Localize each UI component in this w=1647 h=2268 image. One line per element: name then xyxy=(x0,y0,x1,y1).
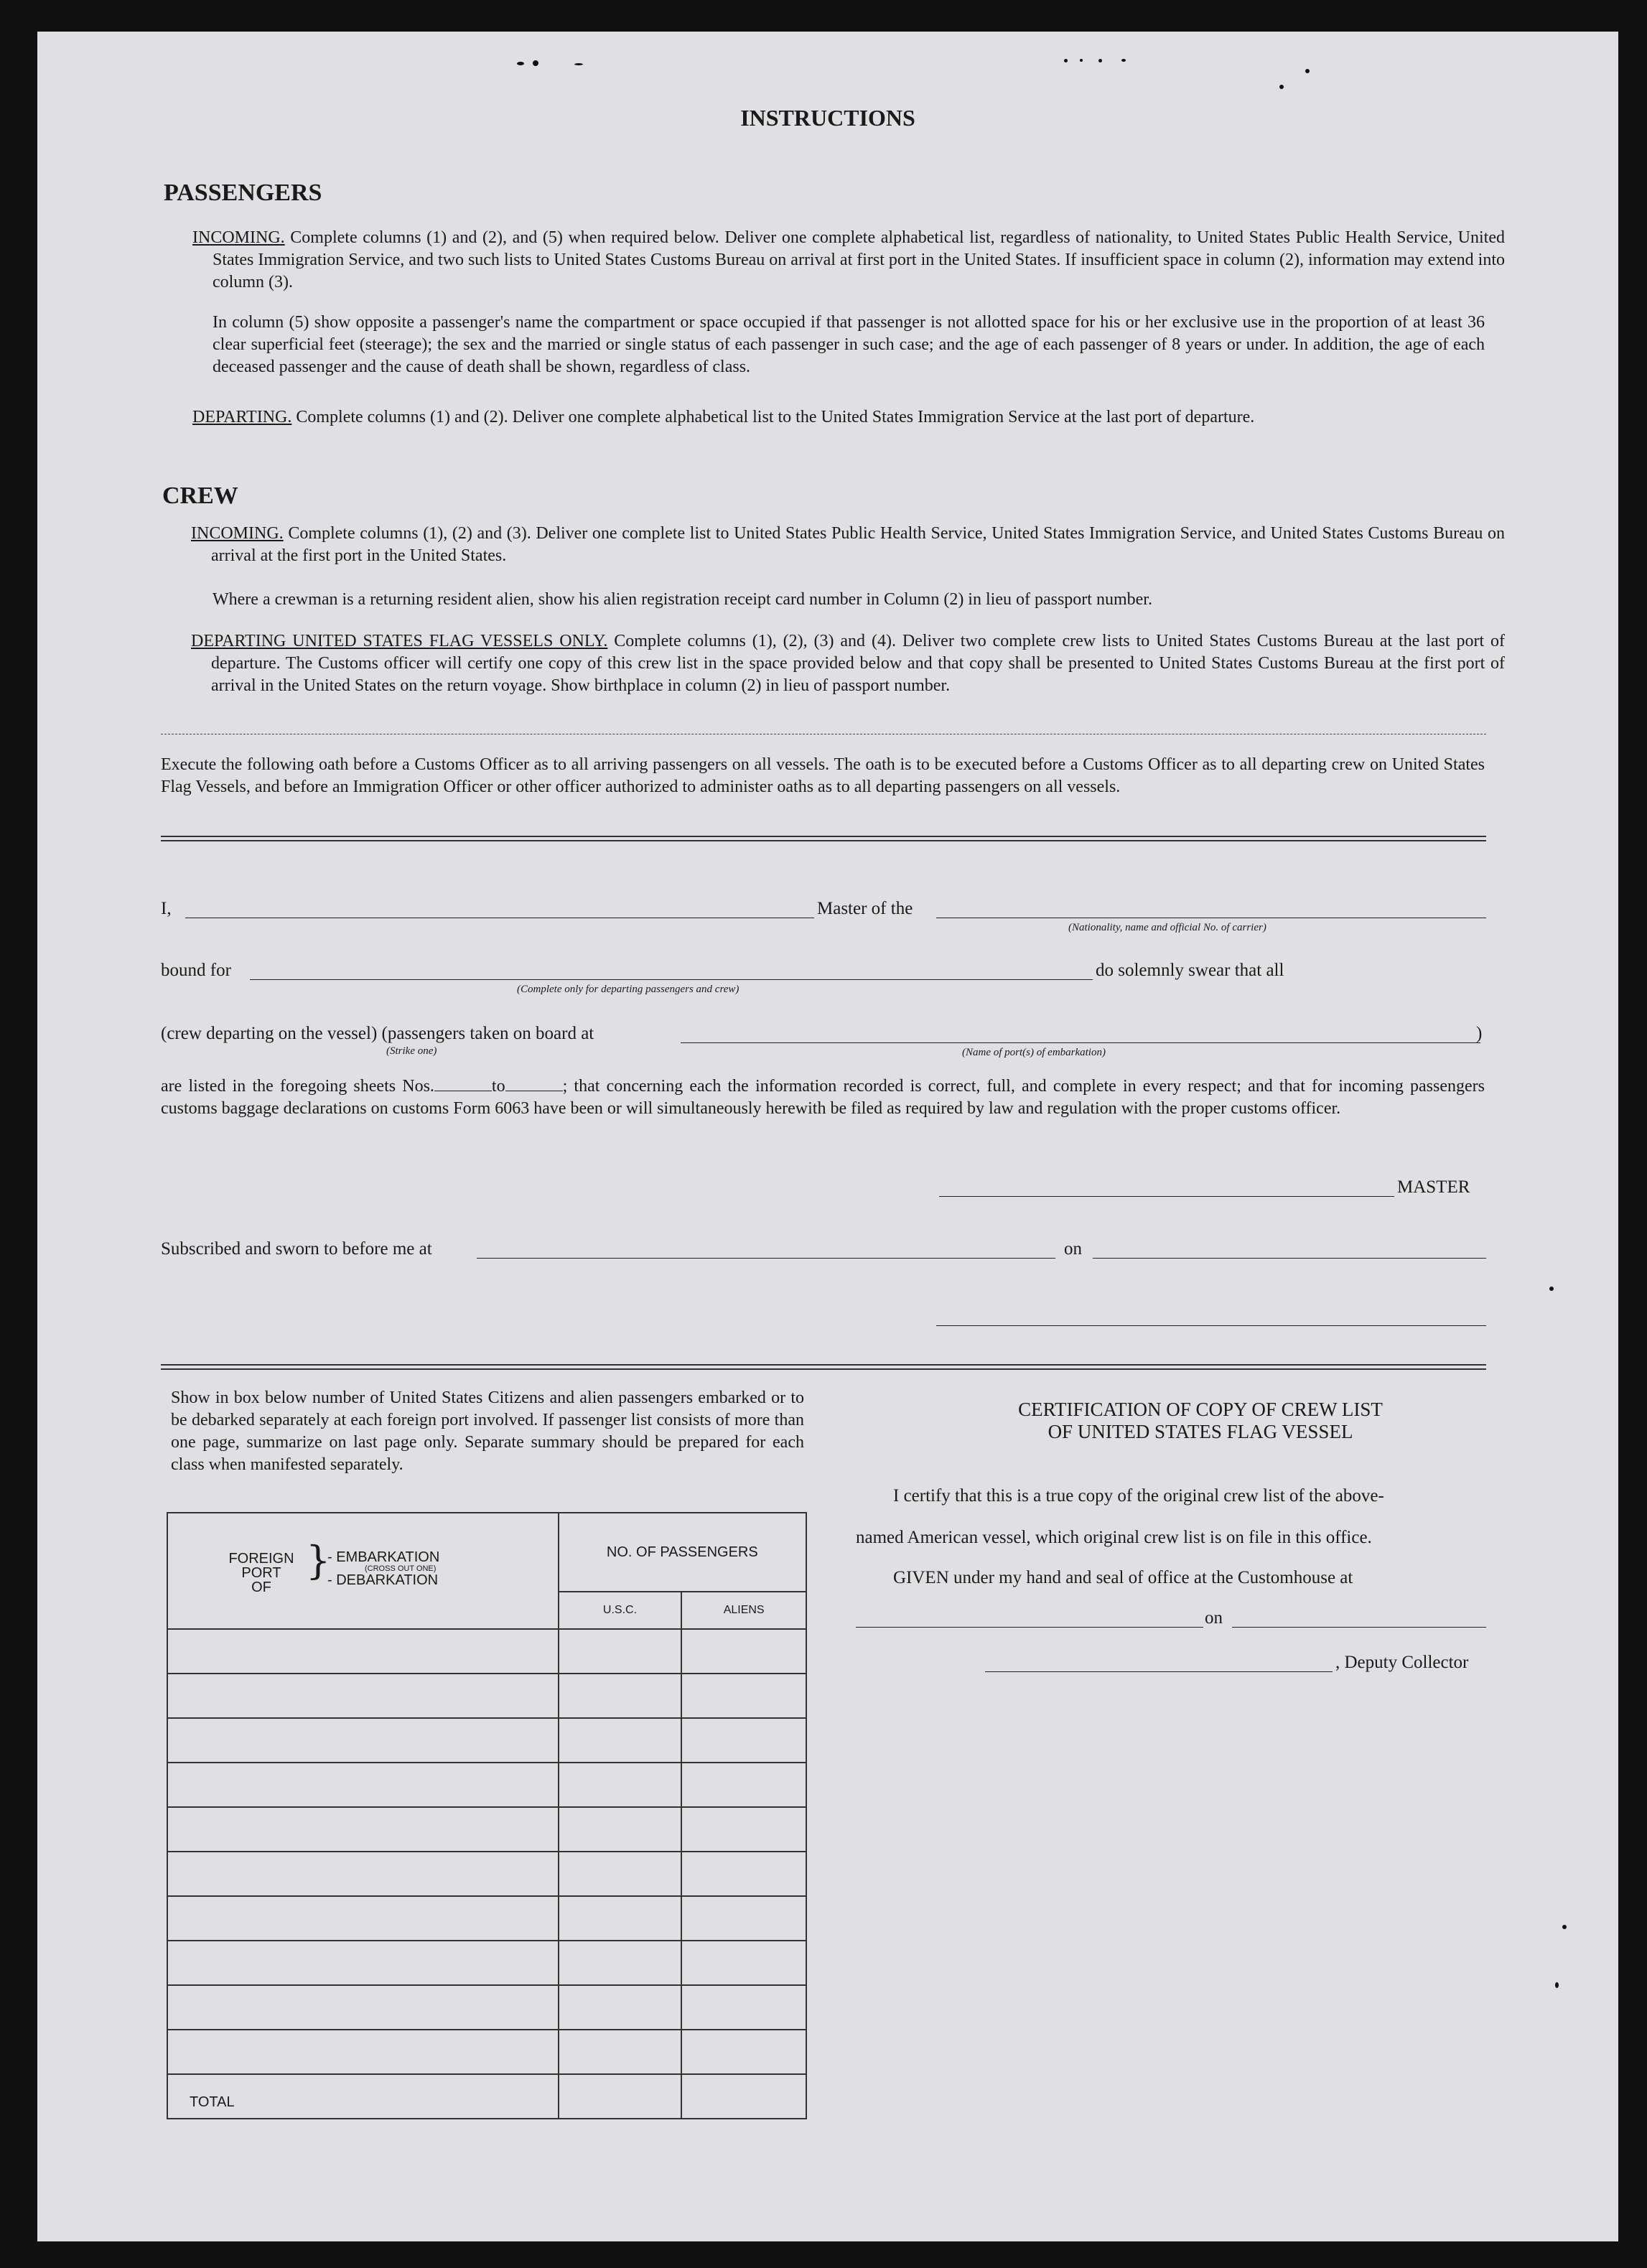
oath-instructions: Execute the following oath before a Customs Officer as to all arriving passengers on all vessels. The oath is to be executed before a Customs Officer as to all departing crew on United States Flag Vessels, and before an Immigration Officer or other officer authorized to administer oaths as to all departing passengers on all vessels. xyxy=(161,755,1485,796)
oath-i-label: I, xyxy=(161,899,172,918)
form-page xyxy=(37,32,1618,2241)
passengers-heading: PASSENGERS xyxy=(164,179,322,206)
complete-only-caption: (Complete only for departing passengers and crew) xyxy=(517,984,739,995)
sheet-from-field[interactable] xyxy=(434,1078,492,1091)
officer-signature-field[interactable] xyxy=(936,1325,1486,1326)
aliens-cell[interactable] xyxy=(681,2030,806,2074)
usc-cell[interactable] xyxy=(559,1852,682,1896)
subscribed-label: Subscribed and sworn to before me at xyxy=(161,1239,432,1259)
usc-cell[interactable] xyxy=(559,2030,682,2074)
table-row xyxy=(167,1985,806,2030)
port-header xyxy=(167,1513,559,1629)
port-caption: (Name of port(s) of embarkation) xyxy=(962,1047,1106,1058)
column5-paragraph: In column (5) show opposite a passenger's name the compartment or space occupied if that passenger is not allotted space for his or her exclusive use in the proportion of at least 36 clear superficial feet (steerage); the sex and the married or single status of each passenger in such case; and the age of each passenger of 8 years or under. In addition, the age of each deceased passenger and the cause of death shall be shown, regardless of class. xyxy=(213,313,1485,376)
summary-rows xyxy=(167,1629,806,2119)
table-row xyxy=(167,1941,806,1985)
aliens-cell[interactable] xyxy=(681,1985,806,2030)
port-cell[interactable] xyxy=(167,1674,559,1718)
no-passengers-header: NO. OF PASSENGERS xyxy=(559,1513,806,1592)
usc-cell[interactable] xyxy=(559,1674,682,1718)
aliens-cell[interactable] xyxy=(681,1629,806,1674)
certify-line3: GIVEN under my hand and seal of office at the Customhouse at xyxy=(893,1568,1353,1587)
certification-title xyxy=(856,1399,1545,1443)
port-cell[interactable] xyxy=(167,1896,559,1941)
table-row xyxy=(167,1896,806,1941)
aliens-cell[interactable] xyxy=(681,1807,806,1852)
total-row xyxy=(167,2074,806,2119)
certification-title-line2: OF UNITED STATES FLAG VESSEL xyxy=(1048,1421,1353,1442)
listed-text-b: ; that concerning each the information recorded is correct, full, and complete in every respect; and that for incoming passengers customs baggage declarations on customs Form 6063 have been or will simultaneously herewith be filed as required by law and regulation with the proper customs officer. xyxy=(161,1077,1485,1118)
certify-line1: I certify that this is a true copy of the original crew list of the above- xyxy=(893,1486,1384,1506)
table-row xyxy=(167,1852,806,1896)
listed-text-a: are listed in the foregoing sheets Nos. xyxy=(161,1077,434,1096)
solemnly-swear-label: do solemnly swear that all xyxy=(1096,961,1284,980)
usc-cell[interactable] xyxy=(559,1807,682,1852)
table-row xyxy=(167,1718,806,1763)
sworn-on-label: on xyxy=(1064,1239,1082,1259)
passengers-departing-text: Complete columns (1) and (2). Deliver one complete alphabetical list to the United States Immigration Service at the last port of departure. xyxy=(296,408,1255,426)
debarkation-label: - DEBARKATION xyxy=(327,1572,439,1588)
summary-instructions: Show in box below number of United States Citizens and alien passengers embarked or to be debarked separately at each foreign port involved. If passenger list consists of more than one page, summarize on last page only. Separate summary should be prepared for each class when manifested separately. xyxy=(171,1389,804,1474)
aliens-cell[interactable] xyxy=(681,1941,806,1985)
passengers-incoming-text: Complete columns (1) and (2), and (5) when required below. Deliver one complete alphabetical list, regardless of nationality, to United States Public Health Service, United States Immigration Service, and two such lists to United States Customs Bureau on arrival at first port in the United States. If insufficient space in column (2), information may extend into column (3). xyxy=(213,228,1506,291)
sworn-place-field[interactable] xyxy=(477,1258,1055,1259)
close-paren: ) xyxy=(1476,1024,1483,1043)
usc-cell[interactable] xyxy=(559,1718,682,1763)
port-label: PORT xyxy=(241,1565,281,1581)
aliens-cell[interactable] xyxy=(681,1896,806,1941)
table-row xyxy=(167,1629,806,1674)
master-of-the-label: Master of the xyxy=(817,899,913,918)
double-rule-lower xyxy=(161,1364,1486,1370)
embarkation-label: - EMBARKATION xyxy=(327,1549,440,1565)
usc-cell[interactable] xyxy=(559,1763,682,1807)
port-cell[interactable] xyxy=(167,1763,559,1807)
passenger-summary-table xyxy=(167,1512,807,2119)
foreign-label: FOREIGN xyxy=(228,1551,294,1567)
deputy-collector-label: , Deputy Collector xyxy=(1335,1653,1469,1672)
certify-line2: named American vessel, which original crew list is on file in this office. xyxy=(856,1528,1372,1547)
port-cell[interactable] xyxy=(167,2030,559,2074)
certify-date-field[interactable] xyxy=(1232,1627,1486,1628)
port-cell[interactable] xyxy=(167,1718,559,1763)
sheet-to-field[interactable] xyxy=(505,1078,563,1091)
crew-departing-text: Complete columns (1), (2), (3) and (4). Deliver two complete crew lists to United States Customs Bureau at the last port of departure. The Customs officer will certify one copy of this crew list in the space provided below and that copy shall be presented to United States Customs Bureau at the first port of arrival in the United States on the return voyage. Show birthplace in column (2) in lieu of passport number. xyxy=(211,632,1506,695)
aliens-total-cell[interactable] xyxy=(681,2074,806,2119)
crew-departing-paragraph xyxy=(191,630,1505,697)
table-row xyxy=(167,1674,806,1718)
certification-title-line1: CERTIFICATION OF COPY OF CREW LIST xyxy=(1018,1399,1383,1420)
passengers-incoming-label: INCOMING. xyxy=(192,228,285,247)
aliens-cell[interactable] xyxy=(681,1852,806,1896)
port-cell[interactable] xyxy=(167,1629,559,1674)
aliens-header: ALIENS xyxy=(681,1592,806,1629)
port-cell[interactable] xyxy=(167,1941,559,1985)
passengers-departing-label: DEPARTING. xyxy=(192,408,292,426)
usc-total-cell[interactable] xyxy=(559,2074,682,2119)
passengers-departing-paragraph xyxy=(192,406,1505,429)
port-cell[interactable] xyxy=(167,1985,559,2030)
table-row xyxy=(167,1763,806,1807)
crew-resident-paragraph: Where a crewman is a returning resident alien, show his alien registration receipt card number in Column (2) in lieu of passport number. xyxy=(213,590,1152,609)
crew-heading: CREW xyxy=(162,482,238,509)
strike-one-caption: (Strike one) xyxy=(386,1045,437,1057)
passengers-incoming-paragraph xyxy=(192,227,1505,294)
destination-field[interactable] xyxy=(250,979,1093,980)
bound-for-label: bound for xyxy=(161,961,231,980)
port-embarkation-field[interactable] xyxy=(681,1042,1480,1043)
aliens-cell[interactable] xyxy=(681,1718,806,1763)
usc-cell[interactable] xyxy=(559,1985,682,2030)
usc-header: U.S.C. xyxy=(559,1592,682,1629)
deputy-collector-signature[interactable] xyxy=(985,1671,1333,1672)
usc-cell[interactable] xyxy=(559,1941,682,1985)
table-row xyxy=(167,2030,806,2074)
table-row xyxy=(167,1807,806,1852)
page-title: INSTRUCTIONS xyxy=(740,105,915,131)
crew-incoming-label: INCOMING. xyxy=(191,524,284,543)
aliens-cell[interactable] xyxy=(681,1674,806,1718)
aliens-cell[interactable] xyxy=(681,1763,806,1807)
certify-on-label: on xyxy=(1205,1608,1223,1628)
crew-departing-label: DEPARTING UNITED STATES FLAG VESSELS ONLY. xyxy=(191,632,608,650)
crew-incoming-paragraph xyxy=(191,523,1505,567)
sworn-date-field[interactable] xyxy=(1093,1258,1486,1259)
customhouse-field[interactable] xyxy=(856,1627,1203,1628)
usc-cell[interactable] xyxy=(559,1629,682,1674)
crew-departing-label: (crew departing on the vessel) (passengers taken on board at xyxy=(161,1024,594,1043)
of-label: OF xyxy=(251,1579,271,1595)
nationality-caption: (Nationality, name and official No. of carrier) xyxy=(1068,922,1266,933)
port-cell[interactable] xyxy=(167,1852,559,1896)
master-signature-field[interactable] xyxy=(939,1196,1394,1197)
cross-out-label: (CROSS OUT ONE) xyxy=(365,1564,437,1573)
listed-statement xyxy=(161,1075,1485,1120)
usc-cell[interactable] xyxy=(559,1896,682,1941)
listed-to: to xyxy=(491,1077,505,1096)
total-label: TOTAL xyxy=(167,2074,559,2119)
brace-glyph: } xyxy=(306,1538,331,1583)
master-label: MASTER xyxy=(1397,1177,1470,1197)
crew-incoming-text: Complete columns (1), (2) and (3). Deliver one complete list to United States Public Health Service, United States Immigration Service, and United States Customs Bureau on arrival at the first port in the United States. xyxy=(211,524,1506,565)
double-rule xyxy=(161,836,1486,841)
port-cell[interactable] xyxy=(167,1807,559,1852)
